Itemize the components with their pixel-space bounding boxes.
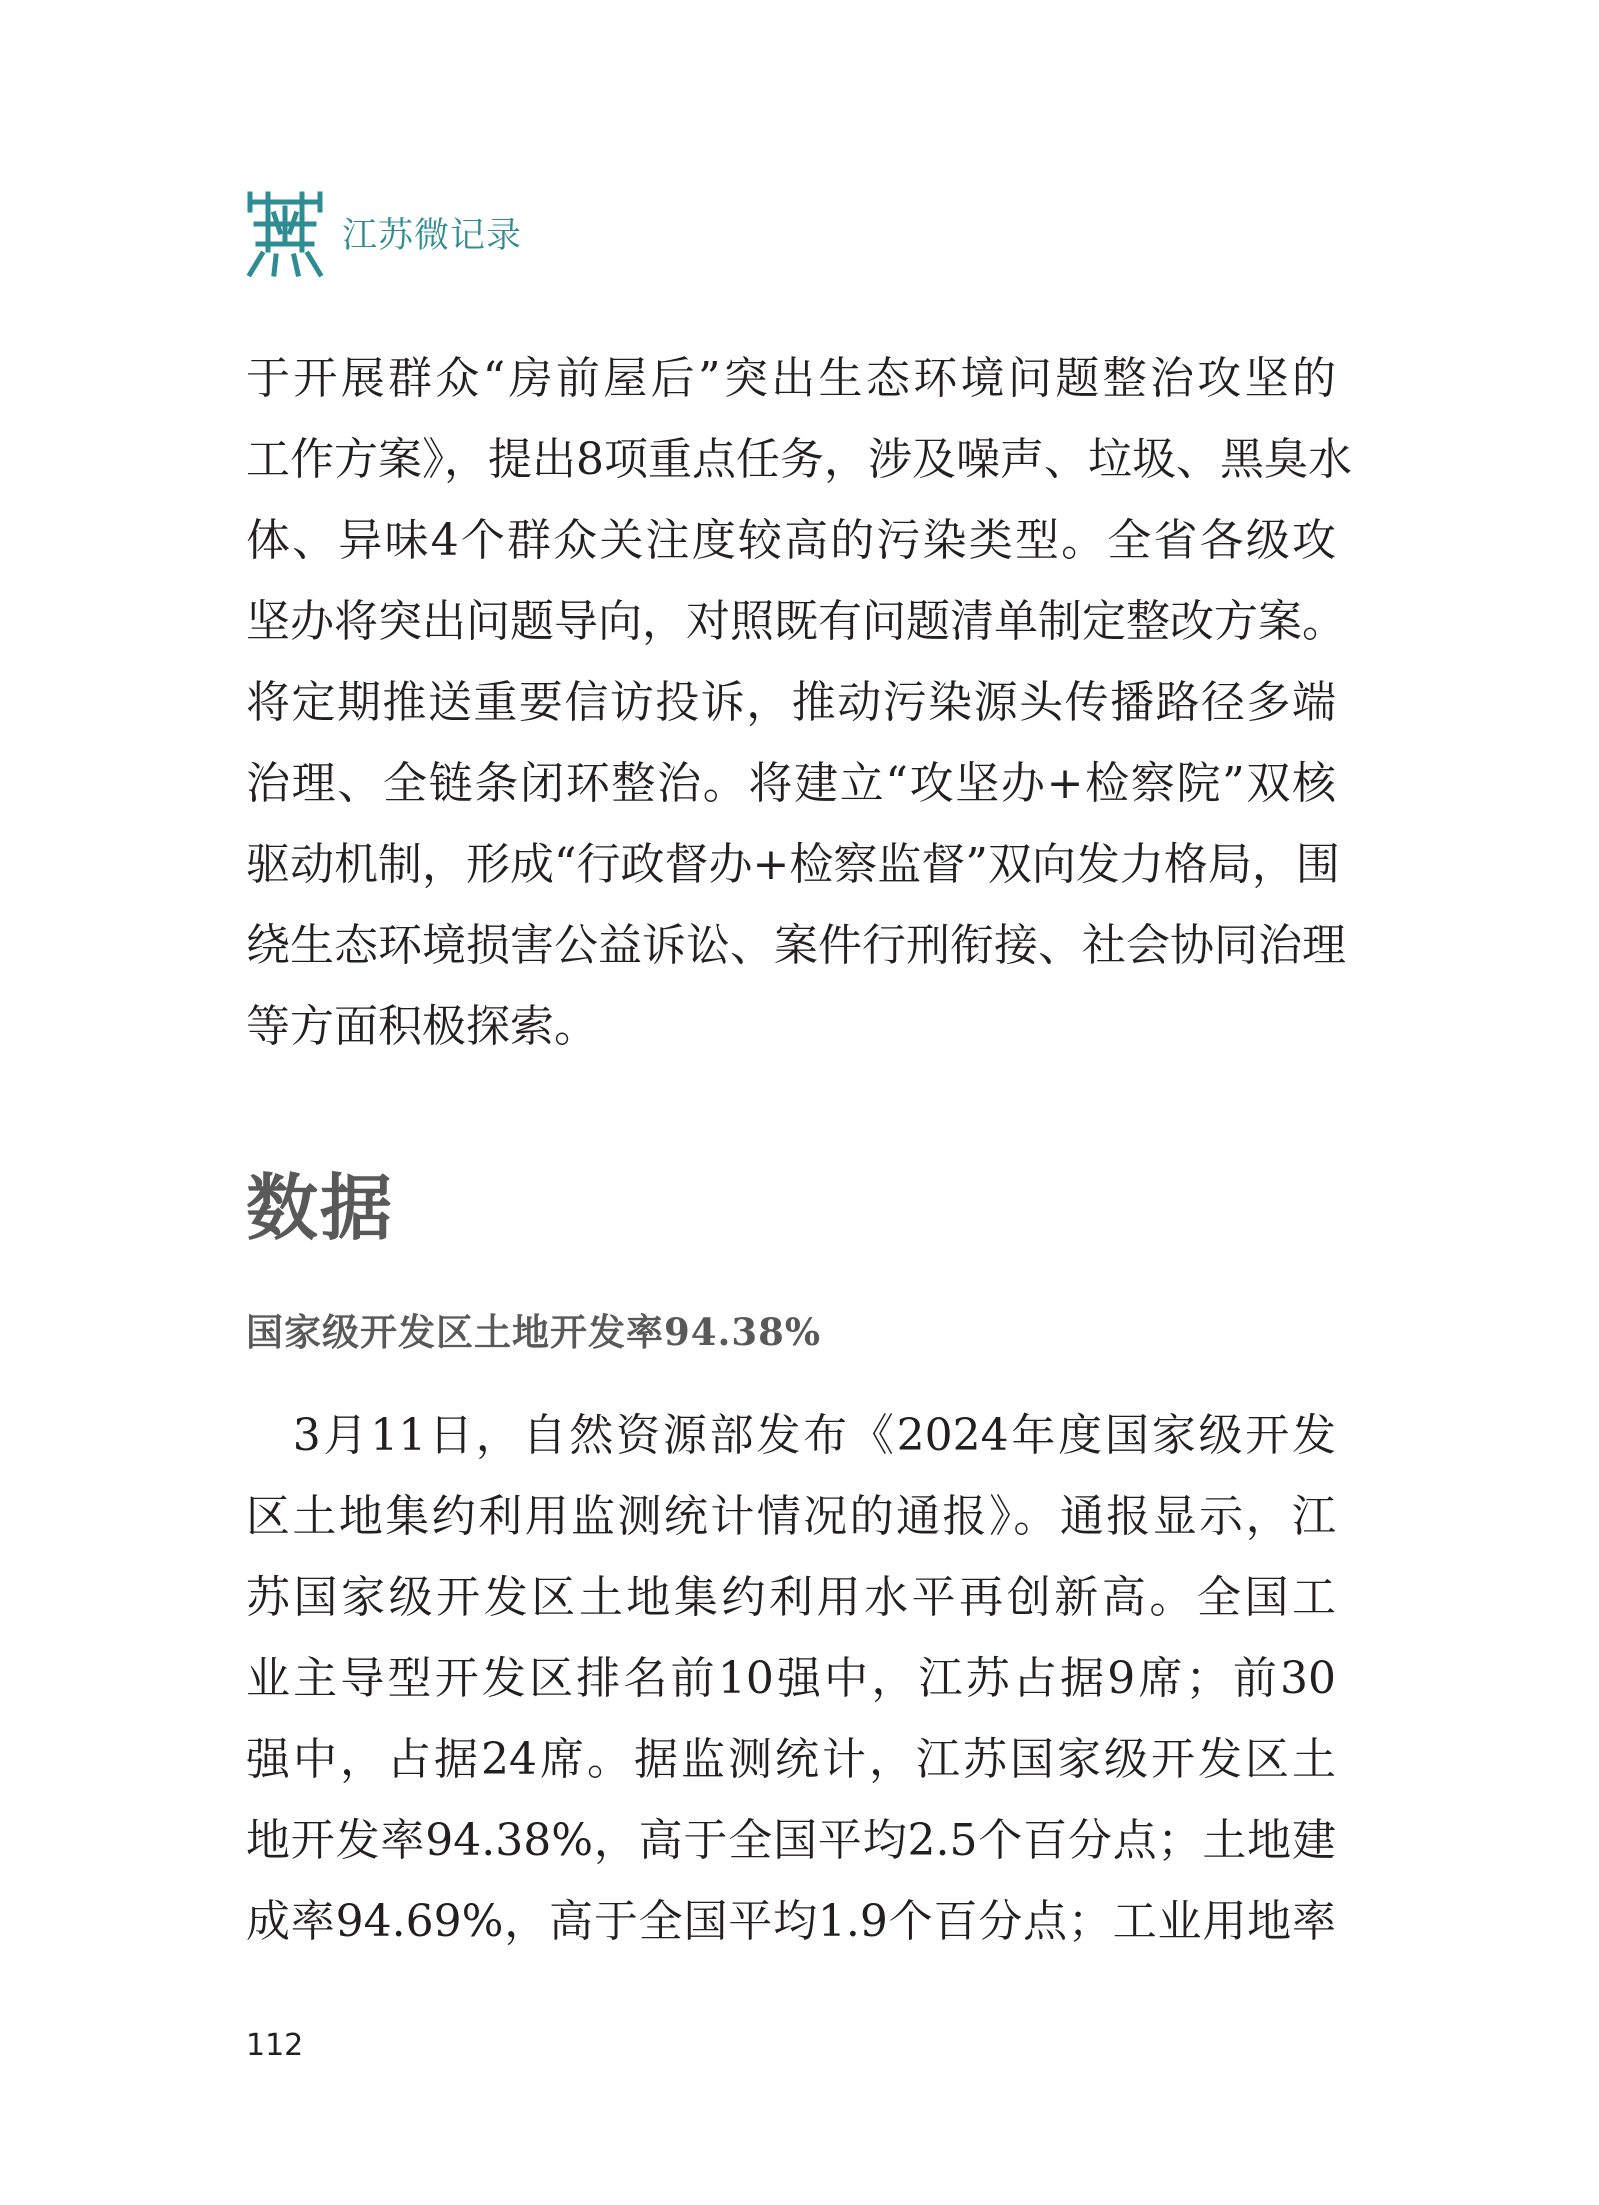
text-line: 将定期推送重要信访投诉，推动污染源头传播路径多端: [246, 677, 1336, 728]
text-line: 工作方案》，提出8项重点任务，涉及噪声、垃圾、黑臭水: [246, 434, 1352, 485]
page-header: [246, 185, 522, 280]
text-line: 治理、全链条闭环整治。将建立“攻坚办+检察院”双核: [246, 758, 1336, 809]
text-line: 业主导型开发区排名前10强中，江苏占据9席；前30: [246, 1653, 1336, 1704]
text-line: 绕生态环境损害公益诉讼、案件行刑衔接、社会协同治理: [246, 920, 1346, 971]
text-line: 体、异味4个群众关注度较高的污染类型。全省各级攻: [246, 515, 1336, 566]
text-line: 区土地集约利用监测统计情况的通报》。通报显示，江: [246, 1491, 1336, 1542]
running-header-title: 江苏微记录: [342, 215, 523, 256]
text-line: 苏国家级开发区土地集约利用水平再创新高。全国工: [246, 1572, 1336, 1623]
text-line: 驱动机制，形成“行政督办+检察监督”双向发力格局，围: [246, 839, 1340, 890]
text-line: 于开展群众“房前屋后”突出生态环境问题整治攻坚的: [246, 353, 1336, 404]
text-line: 3月11日，自然资源部发布《2024年度国家级开发: [246, 1410, 1336, 1461]
text-line: 成率94.69%，高于全国平均1.9个百分点；工业用地率: [246, 1896, 1336, 1947]
jiangsu-weijilu-logo-icon: [246, 188, 324, 278]
paragraph-policy: [246, 338, 1352, 1067]
text-line: 强中，占据24席。据监测统计，江苏国家级开发区土: [246, 1734, 1336, 1785]
page-number: 112: [246, 2028, 304, 2063]
section-subheading: 国家级开发区土地开发率94.38%: [246, 1310, 822, 1354]
text-line: 坚办将突出问题导向，对照既有问题清单制定整改方案。: [246, 596, 1346, 647]
text-line: 等方面积极探索。: [246, 1001, 598, 1052]
section-heading: 数据: [246, 1166, 395, 1250]
paragraph-land-data: [246, 1395, 1336, 1962]
text-line: 地开发率94.38%，高于全国平均2.5个百分点；土地建: [246, 1815, 1336, 1866]
